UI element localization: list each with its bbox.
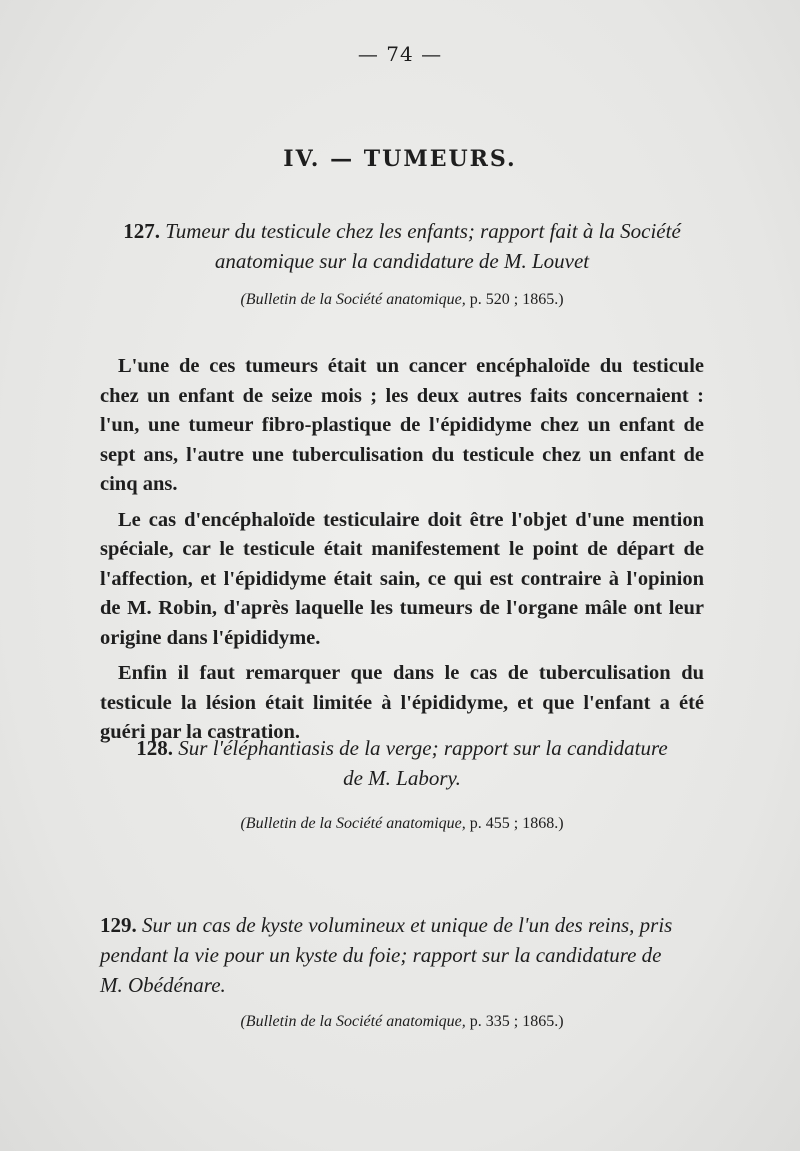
entry-129-line-1 [100, 910, 704, 940]
entry-128-line-2: de M. Labory. [343, 766, 461, 790]
page-number: — 74 — [357, 42, 443, 66]
citation-page-year: p. 520 ; 1865.) [469, 291, 564, 308]
citation-source: (Bulletin de la Société anatomique, [240, 291, 466, 308]
entry-127-body [100, 352, 704, 754]
entry-128-line-1 [100, 733, 704, 763]
entry-127-line-1 [100, 216, 704, 246]
entry-129-heading [100, 910, 704, 1000]
entry-128-heading [100, 733, 704, 793]
entry-number: 128. [136, 736, 174, 760]
paragraph: Enfin il faut remarquer que dans le cas de tuberculisation du testicule la lésion était limitée à l'épididyme, et que l'enfant a été guéri par la castration. [100, 662, 704, 743]
entry-title: Tumeur du testicule chez les enfants; rapport fait à la Société [165, 219, 681, 243]
entry-number: 129. [100, 913, 137, 937]
entry-title: Sur un cas de kyste volumineux et unique de l'un des reins, pris [142, 913, 673, 937]
entry-127-heading [100, 216, 704, 276]
paragraph: Le cas d'encéphaloïde testiculaire doit être l'objet d'une mention spéciale, car le testicule était manifestement le point de départ de l'affection, et l'épididyme était sain, ce qui est contraire à l'opinion de M. Robin, d'après laquelle les tumeurs de l'organe mâle ont leur origine dans l'épididyme. [100, 508, 704, 649]
entry-title: Sur l'éléphantiasis de la verge; rapport sur la candidature [178, 736, 668, 760]
entry-129-citation [100, 1013, 704, 1031]
citation-page-year: p. 335 ; 1865.) [469, 1013, 564, 1030]
entry-129-line-3: M. Obédénare. [100, 973, 226, 997]
citation-source: (Bulletin de la Société anatomique, [240, 1013, 466, 1030]
citation-source: (Bulletin de la Société anatomique, [240, 815, 466, 832]
section-title: IV. — TUMEURS. [283, 146, 517, 172]
entry-127-line-2: anatomique sur la candidature de M. Louvet [214, 249, 590, 273]
paragraph: L'une de ces tumeurs était un cancer encéphaloïde du testicule chez un enfant de seize mois ; les deux autres faits concernaient : l'un, une tumeur fibro-plastique de l'épididyme chez un enfant de sept ans, l'autre une tuberculisation du testicule chez un enfant de cinq ans. [100, 355, 704, 495]
entry-number: 127. [123, 219, 160, 243]
entry-128-citation [100, 815, 704, 833]
entry-127-citation [100, 291, 704, 309]
citation-page-year: p. 455 ; 1868.) [469, 815, 564, 832]
entry-129-line-2: pendant la vie pour un kyste du foie; rapport sur la candidature de [100, 943, 662, 967]
